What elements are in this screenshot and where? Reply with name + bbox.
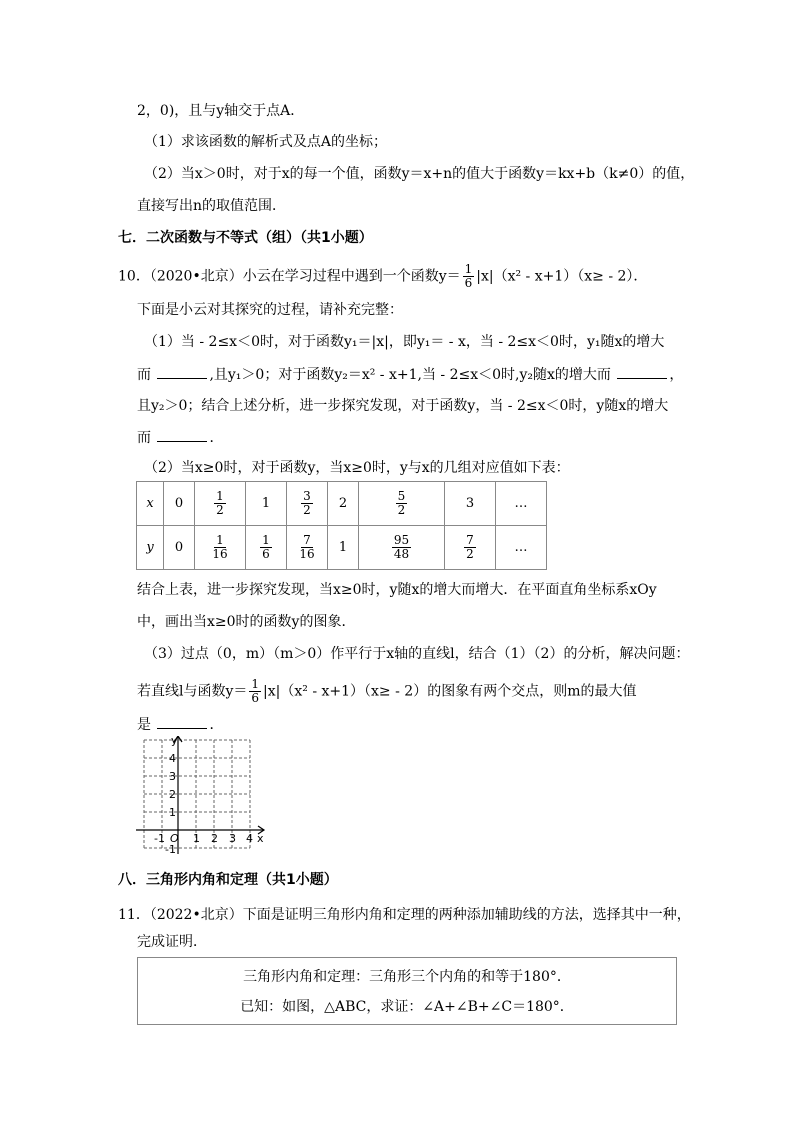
question-10-head: [118, 263, 647, 290]
part3c-end: ．: [209, 717, 224, 733]
part1b-mid: ,且y₁＞0；对于函数y₂＝x² - x+1,当 - 2≤x＜0时,y₂随x的增大而: [209, 367, 611, 383]
prev-question-line: 2，0)，且与y轴交于点A．: [137, 103, 305, 119]
fraction-denominator: 6: [464, 276, 473, 290]
question-10-part3c: [137, 714, 223, 735]
question-10-part3a: （3）过点（0，m）（m＞0）作平行于x轴的直线l，结合（1）（2）的分析，解决问题：: [144, 646, 690, 662]
table-cell: [287, 526, 328, 570]
x-tick-1: 1: [193, 832, 200, 845]
part1b-start: 而: [137, 367, 151, 383]
question-10-head-tail: |x|（x² - x+1）（x≥ - 2）．: [476, 268, 648, 285]
question-10-part2b: 结合上表，进一步探究发现，当x≥0时，y随x的增大而增大．在平面直角坐标系xOy: [137, 582, 657, 598]
origin-label: O: [170, 832, 179, 845]
table-fraction: $\frac{7}{16}$: [299, 533, 315, 561]
table-cell: y: [137, 526, 164, 570]
table-cell: 1: [328, 526, 359, 570]
fraction-one-sixth: [463, 263, 475, 290]
theorem-box: [137, 957, 677, 1025]
answer-blank-2[interactable]: [617, 364, 667, 379]
x-tick-3: 3: [229, 832, 236, 845]
table-cell: 1: [246, 482, 287, 526]
question-10-part3b: [137, 678, 636, 705]
x-tick-2: 2: [211, 832, 218, 845]
table-fraction: $\frac{3}{2}$: [303, 489, 311, 517]
section-8-title: 八．三角形内角和定理（共1小题）: [118, 872, 338, 888]
y-tick-4: 4: [169, 752, 176, 765]
table-cell: [359, 482, 445, 526]
y-axis-label: y: [171, 736, 178, 747]
table-fraction: $\frac{95}{48}$: [393, 533, 410, 561]
value-table: [136, 481, 547, 570]
part3c-start: 是: [137, 717, 151, 733]
table-cell: …: [496, 482, 547, 526]
part1d-start: 而: [137, 430, 151, 446]
x-tick-neg1: -1: [154, 832, 165, 845]
part3b-tail: |x|（x² - x+1）（x≥ - 2）的图象有两个交点，则m的最大值: [263, 683, 637, 700]
question-10-intro: 下面是小云对其探究的过程，请补充完整：: [137, 302, 403, 318]
table-row-y: [137, 526, 547, 570]
y-tick-neg1: -1: [165, 843, 176, 856]
y-tick-3: 3: [169, 770, 176, 783]
table-cell: [246, 526, 287, 570]
answer-blank-4[interactable]: [157, 714, 207, 729]
answer-blank-1[interactable]: [157, 364, 207, 379]
table-cell: x: [137, 482, 164, 526]
question-10-head-text: 10．（2020•北京）小云在学习过程中遇到一个函数y＝: [118, 268, 461, 285]
table-cell: 2: [328, 482, 359, 526]
fraction-one-sixth-2: [249, 678, 261, 705]
fraction-numerator: 1: [464, 262, 473, 276]
fraction-numerator: 1: [251, 677, 260, 691]
part3b-head: 若直线l与函数y＝: [137, 683, 248, 700]
table-cell: [195, 482, 246, 526]
y-tick-2: 2: [169, 788, 176, 801]
table-cell: 3: [445, 482, 496, 526]
prev-subquestion-2a: （2）当x＞0时，对于x的每一个值，函数y＝x+n的值大于函数y＝kx+b（k≠0）的值，: [144, 166, 695, 182]
x-axis-label: x: [257, 832, 264, 845]
theorem-given: 已知：如图，△ABC，求证：∠A+∠B+∠C＝180°．: [240, 999, 574, 1015]
x-tick-4: 4: [246, 832, 253, 845]
question-10-part1a: （1）当 - 2≤x＜0时，对于函数y₁＝|x|，即y₁＝ - x，当 - 2≤x＜0时，y₁随x的增大: [144, 334, 665, 350]
table-cell: 0: [164, 482, 195, 526]
question-10-part2c: 中，画出当x≥0时的函数y的图象．: [137, 614, 356, 630]
table-fraction: $\frac{1}{6}$: [262, 533, 270, 561]
question-10-part1b: [137, 364, 683, 385]
table-fraction: $\frac{7}{2}$: [466, 533, 474, 561]
part1b-end: ，: [669, 367, 684, 383]
part1d-end: ．: [209, 430, 224, 446]
table-fraction: $\frac{1}{2}$: [216, 489, 224, 517]
table-cell: 0: [164, 526, 195, 570]
table-cell: [445, 526, 496, 570]
prev-subquestion-1: （1）求该函数的解析式及点A的坐标；: [144, 134, 388, 150]
fraction-denominator: 6: [251, 691, 260, 705]
table-fraction: $\frac{5}{2}$: [397, 489, 406, 517]
question-11-line1: 11．（2022•北京）下面是证明三角形内角和定理的两种添加辅助线的方法，选择其中一种，: [118, 907, 691, 923]
table-cell: [287, 482, 328, 526]
table-cell: [359, 526, 445, 570]
question-10-part2: （2）当x≥0时，对于函数y，当x≥0时，y与x的几组对应值如下表：: [144, 460, 570, 476]
table-fraction: $\frac{1}{16}$: [212, 533, 228, 561]
table-cell: [195, 526, 246, 570]
question-11-line2: 完成证明．: [137, 934, 207, 950]
coordinate-grid: [134, 736, 272, 856]
theorem-statement: 三角形内角和定理：三角形三个内角的和等于180°．: [243, 969, 571, 985]
question-10-part1d: [137, 427, 223, 448]
question-10-part1c: 且y₂＞0；结合上述分析，进一步探究发现，对于函数y，当 - 2≤x＜0时，y随x的增大: [137, 398, 669, 414]
table-cell: …: [496, 526, 547, 570]
prev-subquestion-2b: 直接写出n的取值范围．: [137, 198, 287, 214]
y-tick-1: 1: [169, 806, 176, 819]
table-row-x: [137, 482, 547, 526]
section-7-title: 七．二次函数与不等式（组）（共1小题）: [118, 230, 373, 246]
answer-blank-3[interactable]: [157, 427, 207, 442]
